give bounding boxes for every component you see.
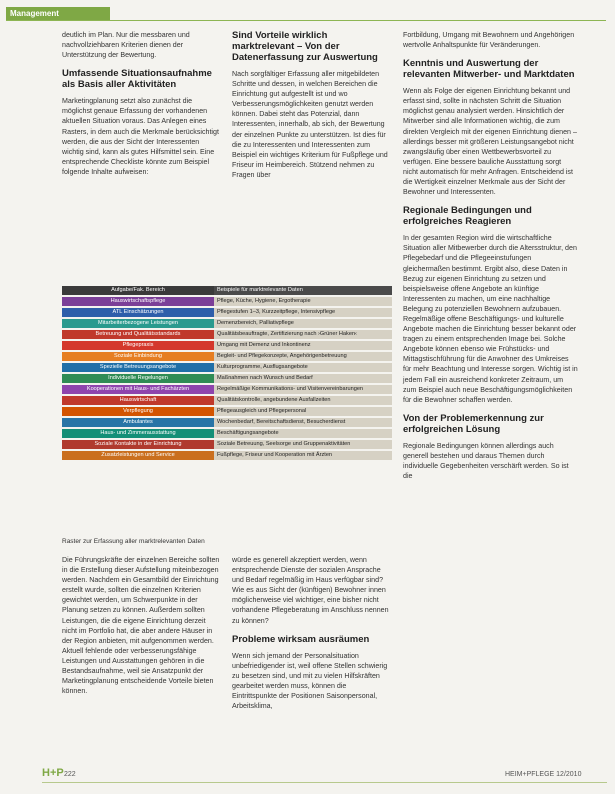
section-heading: Von der Problemerkennung zur erfolgreichen Lösung (403, 412, 544, 435)
section-heading: Kenntnis und Auswertung der relevanten Mitwerber- und Marktdaten (403, 58, 575, 81)
paragraph: Nach sorgfältiger Erfassung aller mitgebildeten Schritte und dessen, in welchen Bereichen die Einrichtung gut aufgestellt ist und wo Verbesserungsmöglichkeiten genutzt werden können. Dabei steht das Potenzial, dann Interessenten, innerhalb, ab sich, der Bewertung der einzelnen Punkte zu unterstützen. Ist dies für die zu Interessenten und Interessenten zum Beispiel ein wichtiges Kriterium für Fußpflege und Friseur im Heimbereich. Stützend nehmen zu Fragen über (232, 70, 388, 179)
checklist-table (62, 284, 392, 462)
table-cell-category: Haus- und Zimmerausstattung (62, 429, 214, 438)
section-heading: Sind Vorteile wirklich marktrelevant – Von der Datenerfassung zur Auswertung (232, 30, 378, 63)
page-number: 222 (64, 771, 76, 778)
table-cell-category: Mitarbeiterbezogene Leistungen (62, 319, 214, 328)
table-cell-example: Demenzbereich, Palliativpflege (214, 319, 392, 328)
table-cell-category: Soziale Kontakte in der Einrichtung (62, 440, 214, 449)
table-header-left: Aufgabe/Fak. Bereich (62, 286, 214, 295)
table-row (62, 374, 392, 383)
section-tab: Management (6, 7, 110, 20)
paragraph: Marketingplanung setzt also zunächst die möglichst genaue Erfassung der vorhandenen aktuellen Situation voraus. Das Anlegen eines Rasters, in dem auch die Merkmale berücksichtigt werden, die aus der Sicht der Interessenten wichtig sind, kann als gutes Hilfsmittel sein. Eine entsprechende Checkliste könnte zum Beispiel folgende Inhalte aufweisen: (62, 97, 219, 176)
table-header-right: Beispiele für marktrelevante Daten (214, 286, 392, 295)
table-cell-example: Pflege, Küche, Hygiene, Ergotherapie (214, 297, 392, 306)
paragraph: Fortbildung, Umgang mit Bewohnern und Angehörigen wertvolle Anhaltspunkte für Veränderungen. (403, 31, 575, 50)
table-row (62, 319, 392, 328)
table-cell-category: Zusatzleistungen und Service (62, 451, 214, 460)
table-cell-category: Spezielle Betreuungsangebote (62, 363, 214, 372)
paragraph: Regionale Bedingungen können allerdings auch generell bestehen und daraus Themen durch individuelle Gegebenheiten verschärft werden. So ist die (403, 441, 569, 481)
table-cell-category: Kooperationen mit Haus- und Fachärzten (62, 385, 214, 394)
table-cell-example: Regelmäßige Kommunikations- und Visitenvereinbarungen (214, 385, 392, 394)
table-header-row (62, 286, 392, 295)
table-cell-example: Pflegestufen 1–3, Kurzzeitpflege, Intensivpflege (214, 308, 392, 317)
table-cell-category: Hauswirtschaftspflege (62, 297, 214, 306)
table-cell-category: Hauswirtschaft (62, 396, 214, 405)
table-cell-category: Betreuung und Qualitätsstandards (62, 330, 214, 339)
table-row (62, 429, 392, 438)
magazine-logo: H+P (42, 767, 64, 779)
table-row (62, 363, 392, 372)
table-cell-example: Begleit- und Pflegekonzepte, Angehörigenbetreuung (214, 352, 392, 361)
column-1-top (62, 30, 222, 185)
table-cell-example: Beschäftigungsangebote (214, 429, 392, 438)
table-row (62, 341, 392, 350)
table-cell-category: Ambulantes (62, 418, 214, 427)
table-cell-example: Fußpflege, Friseur und Kooperation mit Ärzten (214, 451, 392, 460)
table-cell-example: Umgang mit Demenz und Inkontinenz (214, 341, 392, 350)
table-cell-example: Qualitätsbeauftragte, Zertifizierung nach ›Grüner Haken‹ (214, 330, 392, 339)
table-cell-category: ATL Einschätzungen (62, 308, 214, 317)
table-row (62, 407, 392, 416)
table-row (62, 385, 392, 394)
table-row (62, 330, 392, 339)
table-row (62, 308, 392, 317)
footer-divider (42, 782, 607, 783)
paragraph: deutlich im Plan. Nur die messbaren und nachvollziehbaren Kriterien dienen der Unterstützung der Bewertung. (62, 31, 190, 60)
column-2-bottom (232, 555, 392, 719)
paragraph: Wenn als Folge der eigenen Einrichtung bekannt und erfasst sind, sollte in nächsten Schritt die Situation möglichst genau analysiert werden. Hinsichtlich der Mitwerber sind alle Informationen wichtig, die zum direkten Vergleich mit der eigenen Einrichtung dienen – allerdings besser mit größeren Leistungsangebot nicht zwangsläufig über einen Wettbewerbsvorteil zu verfügen. Eine bessere bauliche Ausstattung sorgt nicht automatisch für mehr Anfragen. Entscheidend ist die Wertigkeit einzelner Merkmale aus der Sicht der Bewohner und Interessenten. (403, 87, 577, 197)
table-cell-example: Qualitätskontrolle, angebundene Ausfallzeiten (214, 396, 392, 405)
section-heading: Regionale Bedingungen und erfolgreiches Reagieren (403, 205, 532, 228)
table-cell-example: Kulturprogramme, Ausflugsangebote (214, 363, 392, 372)
paragraph: Wenn sich jemand der Personalsituation unbefriedigender ist, weil offene Stellen schwierig zu besetzen sind, und mit zu vielen Hilfskräften gearbeitet werden muss, können die Eintrittspunkte der Positionen Saisonpersonal, Arbeitsklima, (232, 651, 388, 711)
column-3 (403, 30, 578, 489)
header-divider (6, 20, 606, 21)
journal-issue: HEIM+PFLEGE 12/2010 (505, 771, 582, 778)
paragraph: Die Führungskräfte der einzelnen Bereiche sollten in die Erstellung dieser Aufstellung miteinbezogen werden. Nachdem ein Gesamtbild der Einrichtung erstellt wurde, sollten die einzelnen Kriterien gewichtet werden, um Schwerpunkte in der Planung setzen zu können. Außerdem sollten Leistungen, die die eigene Einrichtung derzeit nicht im Portfolio hat, die aber andere Häuser in der Region anbieten, mit aufgenommen werden. Aktuell fehlende oder verbesserungsfähige Leistungen und Ausstattungen gehören in die Bestandsaufnahme, weil sie Ansatzpunkt der Marketingplanung entscheidende Vorteile bieten können. (62, 556, 220, 696)
section-heading: Umfassende Situationsaufnahme als Basis aller Aktivitäten (62, 68, 212, 91)
table-cell-category: Pflegepraxis (62, 341, 214, 350)
table-row (62, 352, 392, 361)
table-cell-example: Maßnahmen nach Wunsch und Bedarf (214, 374, 392, 383)
column-1-bottom (62, 555, 222, 704)
table-cell-example: Soziale Betreuung, Seelsorge und Gruppenaktivitäten (214, 440, 392, 449)
table-cell-category: Soziale Einbindung (62, 352, 214, 361)
table-row (62, 396, 392, 405)
column-2-top (232, 30, 392, 188)
table-row (62, 440, 392, 449)
paragraph: würde es generell akzeptiert werden, wenn entsprechende Dienste der sozialen Ansprache und Bedarf regelmäßig im Haus verfügbar sind? Wie es aus Sicht der (künftigen) Bewohner innen möglicherweise viel wichtiger, eine bisher nicht vorhandene Pflegeberatung im Anschluss nennen zu können? (232, 556, 389, 625)
table-caption: Raster zur Erfassung aller marktrelevanten Daten (62, 538, 205, 545)
table-cell-category: Individuelle Regelungen (62, 374, 214, 383)
table-cell-example: Pflegeausgleich und Pflegepersonal (214, 407, 392, 416)
table-row (62, 451, 392, 460)
paragraph: In der gesamten Region wird die wirtschaftliche Situation aller Mitbewerber durch die Altersstruktur, den Pflegebedarf und die Pflegeeinstufungen gleichermaßen bestimmt. Ergibt also, diese Daten in Bezug zur eigenen Einrichtung zu setzen und beispielsweise offene Angebote an künftige Interessenten zu machen, um eine nachhaltige Belegung zu potenziellen Bewohnern aufzubauen. Regelmäßige offene Beschäftigungs- und kulturelle Angebote machen die Einrichtung besser bekannt oder tragen zu einem entsprechenden Image bei. Solche Angebote können ebenso wie Frühstücks- und Mittagstischführung für die Anwohner des Umkreises für mehr Beachtung und Interesse sorgen. Wichtig ist in jedem Fall ein ausreichend konkreter Zeitraum, um zum Beispiel auch neue Beschäftigungsmöglichkeiten für die Bewohner schaffen werden. (403, 234, 578, 404)
section-heading: Probleme wirksam ausräumen (232, 633, 370, 645)
table-row (62, 418, 392, 427)
table-cell-category: Verpflegung (62, 407, 214, 416)
table-cell-example: Wochenbedarf, Bereitschaftsdienst, Besucherdienst (214, 418, 392, 427)
table-row (62, 297, 392, 306)
